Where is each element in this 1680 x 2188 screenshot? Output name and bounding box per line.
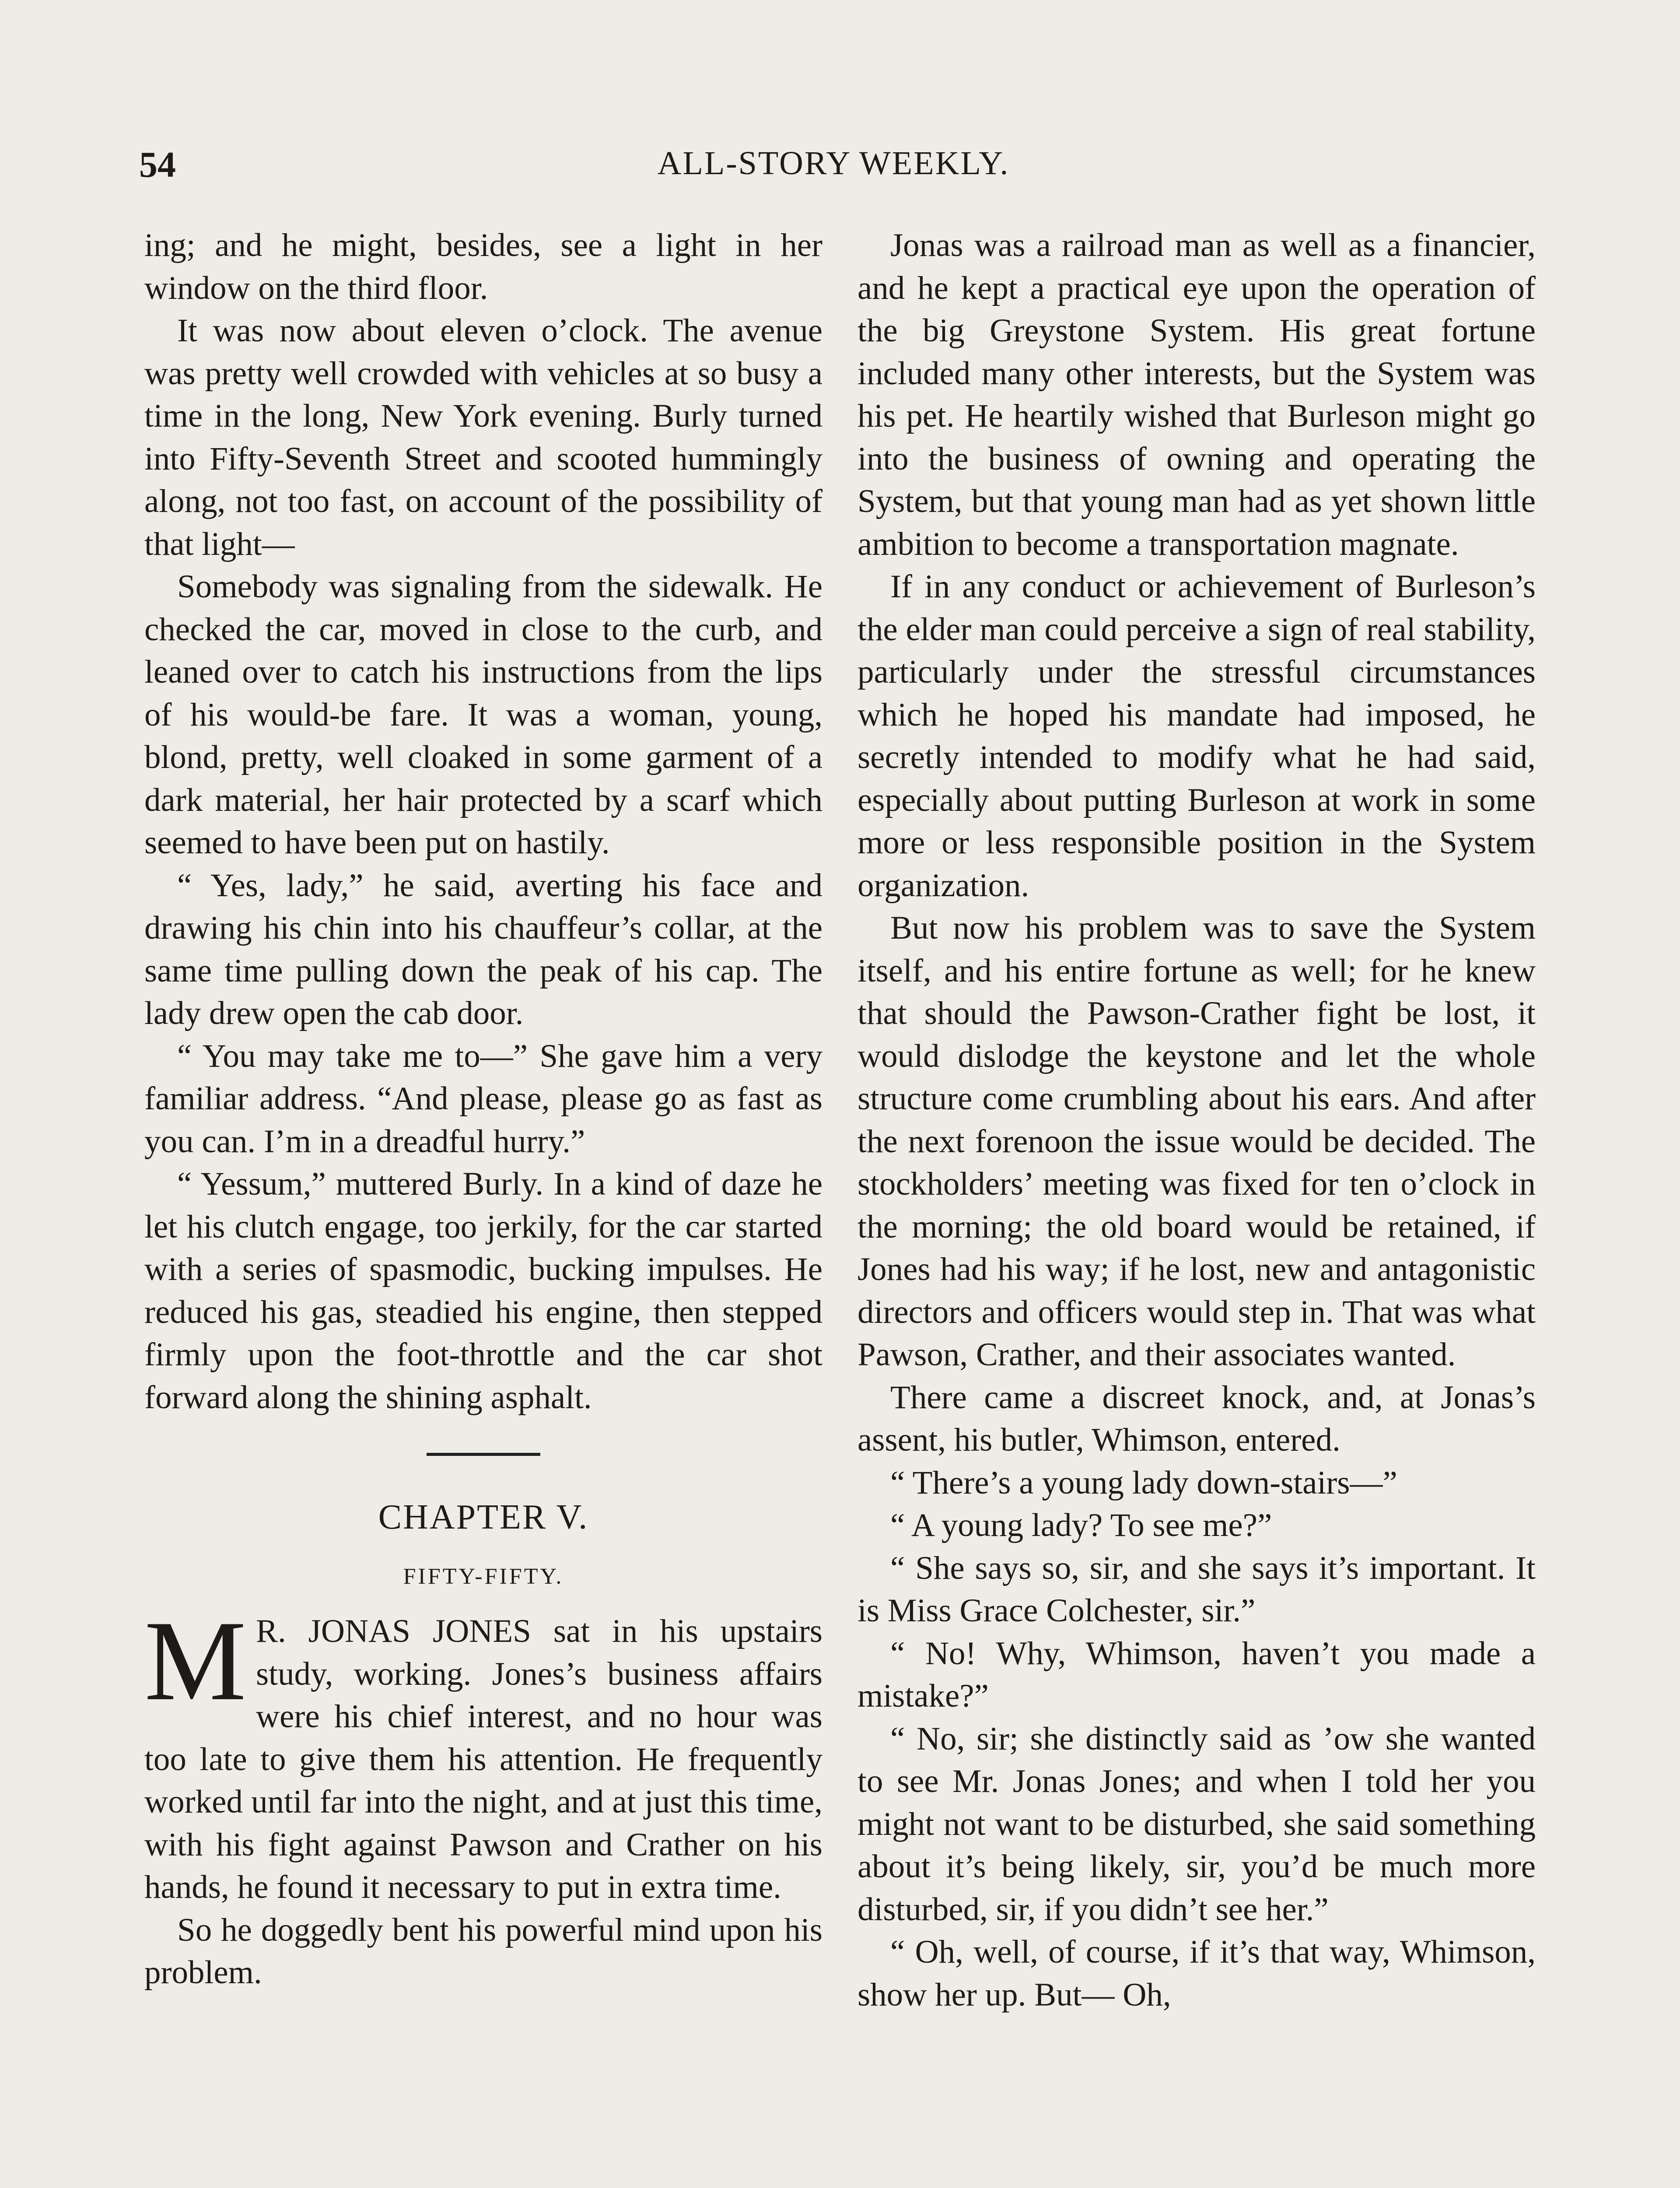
paragraph: ing; and he might, besides, see a light in her window on the third floor. [144, 227, 822, 306]
right-column [858, 224, 1536, 2016]
chapter-opening-text: R. JONAS JONES sat in his upstairs study, working. Jones’s business affairs were his chief interest, and no hour was too late to give them his attention. He frequently worked until far into the night, and at just this time, with his fight against Pawson and Crather on his hands, he found it necessary to put in extra time. [144, 1613, 822, 1905]
paragraph: So he doggedly bent his powerful mind upon his problem. [144, 1911, 822, 1991]
dialogue-line: “ No, sir; she distinctly said as ’ow she wanted to see Mr. Jonas Jones; and when I told her you might not want to be disturbed, she said something about it’s being likely, sir, you’d be much more disturbed, sir, if you didn’t see her.” [858, 1720, 1536, 1928]
paragraph: If in any conduct or achievement of Burleson’s the elder man could perceive a sign of real stability, particularly under the stressful circumstances which he hoped his mandate had imposed, he secretly intended to modify what he had said, especially about putting Burleson at work in some more or less responsible position in the System organization. [858, 568, 1536, 904]
paragraph: Jonas was a railroad man as well as a financier, and he kept a practical eye upon the operation of the big Greystone System. His great fortune included many other interests, but the System was his pet. He heartily wished that Burleson might go into the business of owning and operating the System, but that young man had as yet shown little ambition to become a transportation magnate. [858, 227, 1536, 562]
left-column [144, 224, 822, 1994]
paragraph: “ You may take me to—” She gave him a very familiar address. “And please, please go as fast as you can. I’m in a dreadful hurry.” [144, 1038, 822, 1160]
page-number: 54 [139, 144, 176, 185]
chapter-title: CHAPTER V. [378, 1498, 589, 1536]
chapter-opening-paragraph [144, 1597, 822, 1909]
paragraph: “ Yessum,” muttered Burly. In a kind of daze he let his clutch engage, too jerkily, for the car started with a series of spasmodic, bucking impulses. He reduced his gas, steadied his engine, then stepped firmly upon the foot-throttle and the car shot forward along the shining asphalt. [144, 1166, 822, 1416]
dialogue-line: “ There’s a young lady down-stairs—” [890, 1464, 1397, 1501]
paragraph: It was now about eleven o’clock. The avenue was pretty well crowded with vehicles at so busy a time in the long, New York evening. Burly turned into Fifty-Seventh Street and scooted hummingly along, not too fast, on account of the possibility of that light— [144, 312, 822, 562]
dialogue-line: “ She says so, sir, and she says it’s important. It is Miss Grace Colchester, sir.” [858, 1550, 1536, 1629]
dialogue-line: “ A young lady? To see me?” [890, 1507, 1272, 1543]
dialogue-line: “ Oh, well, of course, if it’s that way, Whimson, show her up. But— Oh, [858, 1934, 1536, 2013]
paragraph: Somebody was signaling from the sidewalk. He checked the car, moved in close to the curb, and leaned over to catch his instructions from the lips of his would-be fare. It was a woman, young, blond, pretty, well cloaked in some garment of a dark material, her hair protected by a scarf which seemed to have been put on hastily. [144, 568, 822, 861]
chapter-subtitle: FIFTY-FIFTY. [403, 1564, 564, 1589]
dialogue-line: “ No! Why, Whimson, haven’t you made a mistake?” [858, 1635, 1536, 1714]
paragraph: But now his problem was to save the System itself, and his entire fortune as well; for he knew that should the Pawson-Crather fight be lost, it would dislodge the keystone and let the whole structure come crumbling about his ears. And after the next forenoon the issue would be decided. The stockholders’ meeting was fixed for ten o’clock in the morning; the old board would be retained, if Jones had his way; if he lost, new and antagonistic directors and officers would step in. That was what Pawson, Crather, and their associates wanted. [858, 910, 1536, 1373]
paragraph: There came a discreet knock, and, at Jonas’s assent, his butler, Whimson, entered. [858, 1379, 1536, 1458]
running-head: ALL-STORY WEEKLY. [657, 145, 1010, 182]
section-divider [427, 1453, 540, 1456]
paragraph: “ Yes, lady,” he said, averting his face and drawing his chin into his chauffeur’s collar, at the same time pulling down the peak of his cap. The lady drew open the cab door. [144, 867, 822, 1031]
drop-cap: M [144, 1597, 246, 1724]
